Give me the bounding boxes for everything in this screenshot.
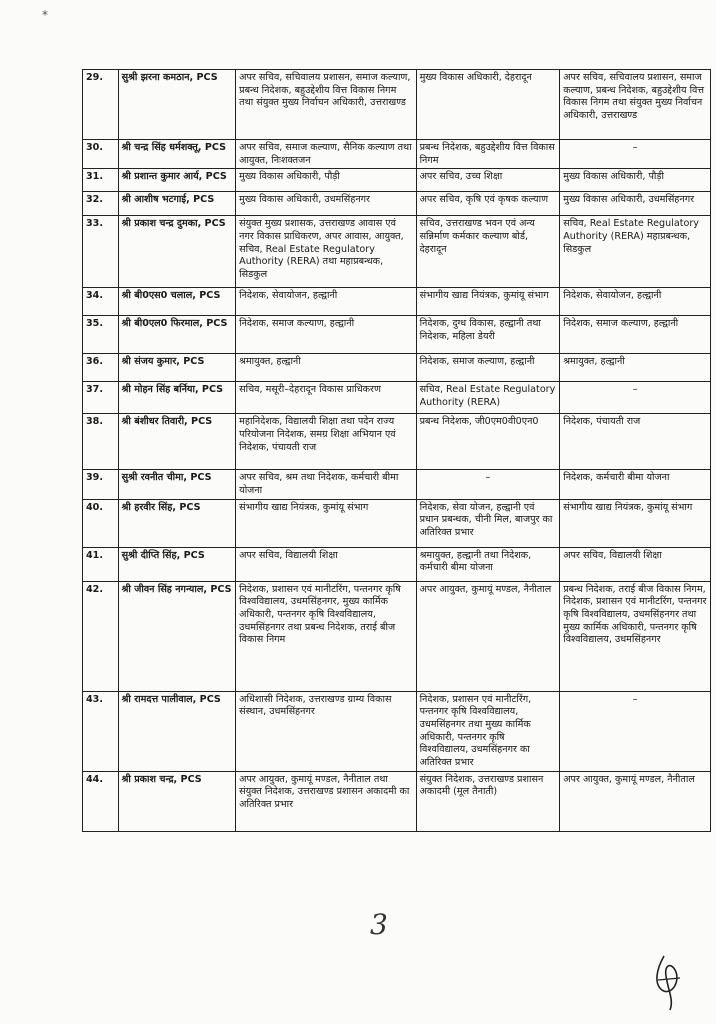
relieved-post-cell: – [560,691,711,771]
new-post-cell: अपर आयुक्त, कुमायूं मण्डल, नैनीताल [416,581,560,691]
row-number-cell: 36. [83,354,119,382]
relieved-post-cell: श्रमायुक्त, हल्द्वानी [560,354,711,382]
previous-post-cell: श्रमायुक्त, हल्द्वानी [236,354,416,382]
new-post-cell: अपर सचिव, कृषि एवं कृषक कल्याण [416,192,560,216]
previous-post-cell: अपर आयुक्त, कुमायूं मण्डल, नैनीताल तथा संयुक्त निदेशक, उत्तराखण्ड प्रशासन अकादमी का अतिरिक्त प्रभार [236,771,416,831]
row-number-cell: 42. [83,581,119,691]
new-post-cell: – [416,470,560,499]
table-row [83,216,711,288]
row-number-cell: 37. [83,382,119,414]
new-post-cell: प्रबन्ध निदेशक, जी0एम0वी0एन0 [416,414,560,470]
row-number-cell: 39. [83,470,119,499]
officer-name-cell: श्री आशीष भटगाई, PCS [118,192,236,216]
relieved-post-cell: – [560,382,711,414]
previous-post-cell: मुख्य विकास अधिकारी, उधमसिंहनगर [236,192,416,216]
new-post-cell: निदेशक, सेवा योजन, हल्द्वानी एवं प्रधान प्रबन्धक, चीनी मिल, बाजपुर का अतिरिक्त प्रभार [416,499,560,547]
previous-post-cell: अपर सचिव, समाज कल्याण, सैनिक कल्याण तथा आयुक्त, निःशक्तजन [236,140,416,169]
officer-name-cell: सुश्री दीप्ति सिंह, PCS [118,547,236,581]
officer-name-cell: सुश्री झरना कमठान, PCS [118,70,236,140]
previous-post-cell: अपर सचिव, सचिवालय प्रशासन, समाज कल्याण, प्रबन्ध निदेशक, बहुउद्देशीय वित्त विकास निगम तथा संयुक्त मुख्य निर्वाचन अधिकारी, उत्तराखण्ड [236,70,416,140]
officer-name-cell: श्री प्रशान्त कुमार आर्य, PCS [118,169,236,192]
new-post-cell: प्रबन्ध निदेशक, बहुउद्देशीय वित्त विकास निगम [416,140,560,169]
previous-post-cell: अपर सचिव, विद्यालयी शिक्षा [236,547,416,581]
corner-mark: * [42,8,48,22]
new-post-cell: निदेशक, समाज कल्याण, हल्द्वानी [416,354,560,382]
table-row [83,140,711,169]
previous-post-cell: सचिव, मसूरी–देहरादून विकास प्राधिकरण [236,382,416,414]
previous-post-cell: निदेशक, प्रशासन एवं मानीटरिंग, पन्तनगर कृषि विश्वविद्यालय, उधमसिंहनगर, मुख्य कार्मिक अधिकारी, पन्तनगर कृषि विश्वविद्यालय, उधमसिंहनगर तथा प्रबन्ध निदेशक, तराई बीज विकास निगम [236,581,416,691]
new-post-cell: श्रमायुक्त, हल्द्वानी तथा निदेशक, कर्मचारी बीमा योजना [416,547,560,581]
new-post-cell: सचिव, उत्तराखण्ड भवन एवं अन्य सन्निर्माण कर्मकार कल्याण बोर्ड, देहरादून [416,216,560,288]
row-number-cell: 35. [83,316,119,354]
relieved-post-cell: – [560,140,711,169]
row-number-cell: 32. [83,192,119,216]
officer-name-cell: श्री जीवन सिंह नगन्याल, PCS [118,581,236,691]
officer-name-cell: सुश्री रवनीत चीमा, PCS [118,470,236,499]
previous-post-cell: मुख्य विकास अधिकारी, पौड़ी [236,169,416,192]
table-row [83,382,711,414]
officer-name-cell: श्री बंशीधर तिवारी, PCS [118,414,236,470]
previous-post-cell: संभागीय खाद्य नियंत्रक, कुमांयू संभाग [236,499,416,547]
previous-post-cell: निदेशक, समाज कल्याण, हल्द्वानी [236,316,416,354]
relieved-post-cell: मुख्य विकास अधिकारी, उधमसिंहनगर [560,192,711,216]
previous-post-cell: महानिदेशक, विद्यालयी शिक्षा तथा पदेन राज्य परियोजना निदेशक, समग्र शिक्षा अभियान एवं निदेशक, पंचायती राज [236,414,416,470]
table-row [83,288,711,316]
previous-post-cell: संयुक्त मुख्य प्रशासक, उत्तराखण्ड आवास एवं नगर विकास प्राधिकरण, अपर आवास, आयुक्त, सचिव, Real Estate Regulatory Authority (RERA) तथा महाप्रबन्धक, सिडकुल [236,216,416,288]
relieved-post-cell: मुख्य विकास अधिकारी, पौड़ी [560,169,711,192]
table-row [83,499,711,547]
officer-name-cell: श्री चन्द्र सिंह धर्मशक्तू, PCS [118,140,236,169]
previous-post-cell: अधिशासी निदेशक, उत्तराखण्ड ग्राम्य विकास संस्थान, उधमसिंहनगर [236,691,416,771]
relieved-post-cell: प्रबन्ध निदेशक, तराई बीज विकास निगम, निदेशक, प्रशासन एवं मानीटरिंग, पन्तनगर कृषि विश्वविद्यालय, उधमसिंहनगर तथा मुख्य कार्मिक अधिकारी, पन्तनगर कृषि विश्वविद्यालय, उधमसिंहनगर [560,581,711,691]
table-row [83,547,711,581]
officer-name-cell: श्री रामदत्त पालीवाल, PCS [118,691,236,771]
row-number-cell: 44. [83,771,119,831]
table-row [83,70,711,140]
row-number-cell: 29. [83,70,119,140]
officer-name-cell: श्री प्रकाश चन्द्र, PCS [118,771,236,831]
new-post-cell: निदेशक, दुग्ध विकास, हल्द्वानी तथा निदेशक, महिला डेयरी [416,316,560,354]
previous-post-cell: निदेशक, सेवायोजन, हल्द्वानी [236,288,416,316]
transfer-table [82,69,711,832]
new-post-cell: संभागीय खाद्य नियंत्रक, कुमांयू संभाग [416,288,560,316]
relieved-post-cell: अपर सचिव, सचिवालय प्रशासन, समाज कल्याण, प्रबन्ध निदेशक, बहुउद्देशीय वित्त विकास निगम तथा संयुक्त मुख्य निर्वाचन अधिकारी, उत्तराखण्ड [560,70,711,140]
new-post-cell: अपर सचिव, उच्च शिक्षा [416,169,560,192]
row-number-cell: 43. [83,691,119,771]
row-number-cell: 31. [83,169,119,192]
relieved-post-cell: अपर सचिव, विद्यालयी शिक्षा [560,547,711,581]
row-number-cell: 30. [83,140,119,169]
table-row [83,470,711,499]
table-row [83,316,711,354]
officer-name-cell: श्री बी0एल0 फिरमाल, PCS [118,316,236,354]
relieved-post-cell: निदेशक, पंचायती राज [560,414,711,470]
row-number-cell: 40. [83,499,119,547]
officer-name-cell: श्री हरवीर सिंह, PCS [118,499,236,547]
table-row [83,192,711,216]
officer-name-cell: श्री बी0एस0 चलाल, PCS [118,288,236,316]
table-row [83,771,711,831]
relieved-post-cell: निदेशक, सेवायोजन, हल्द्वानी [560,288,711,316]
new-post-cell: निदेशक, प्रशासन एवं मानीटरिंग, पन्तनगर कृषि विश्वविद्यालय, उधमसिंहनगर तथा मुख्य कार्मिक अधिकारी, पन्तनगर कृषि विश्वविद्यालय, उधमसिंहनगर का अतिरिक्त प्रभार [416,691,560,771]
officer-name-cell: श्री संजय कुमार, PCS [118,354,236,382]
table-row [83,581,711,691]
row-number-cell: 33. [83,216,119,288]
table-row [83,354,711,382]
new-post-cell: सचिव, Real Estate Regulatory Authority (RERA) [416,382,560,414]
page-number: 3 [370,908,388,941]
table-body [83,70,711,832]
table-row [83,414,711,470]
new-post-cell: संयुक्त निदेशक, उत्तराखण्ड प्रशासन अकादमी (मूल तैनाती) [416,771,560,831]
officer-name-cell: श्री मोहन सिंह बर्निया, PCS [118,382,236,414]
row-number-cell: 41. [83,547,119,581]
relieved-post-cell: अपर आयुक्त, कुमायूं मण्डल, नैनीताल [560,771,711,831]
row-number-cell: 34. [83,288,119,316]
relieved-post-cell: निदेशक, कर्मचारी बीमा योजना [560,470,711,499]
table-row [83,691,711,771]
relieved-post-cell: सचिव, Real Estate Regulatory Authority (RERA) महाप्रबन्धक, सिडकुल [560,216,711,288]
signature-mark [650,950,690,1012]
officer-name-cell: श्री प्रकाश चन्द्र दुमका, PCS [118,216,236,288]
row-number-cell: 38. [83,414,119,470]
relieved-post-cell: निदेशक, समाज कल्याण, हल्द्वानी [560,316,711,354]
new-post-cell: मुख्य विकास अधिकारी, देहरादून [416,70,560,140]
relieved-post-cell: संभागीय खाद्य नियंत्रक, कुमांयू संभाग [560,499,711,547]
previous-post-cell: अपर सचिव, श्रम तथा निदेशक, कर्मचारी बीमा योजना [236,470,416,499]
table-row [83,169,711,192]
